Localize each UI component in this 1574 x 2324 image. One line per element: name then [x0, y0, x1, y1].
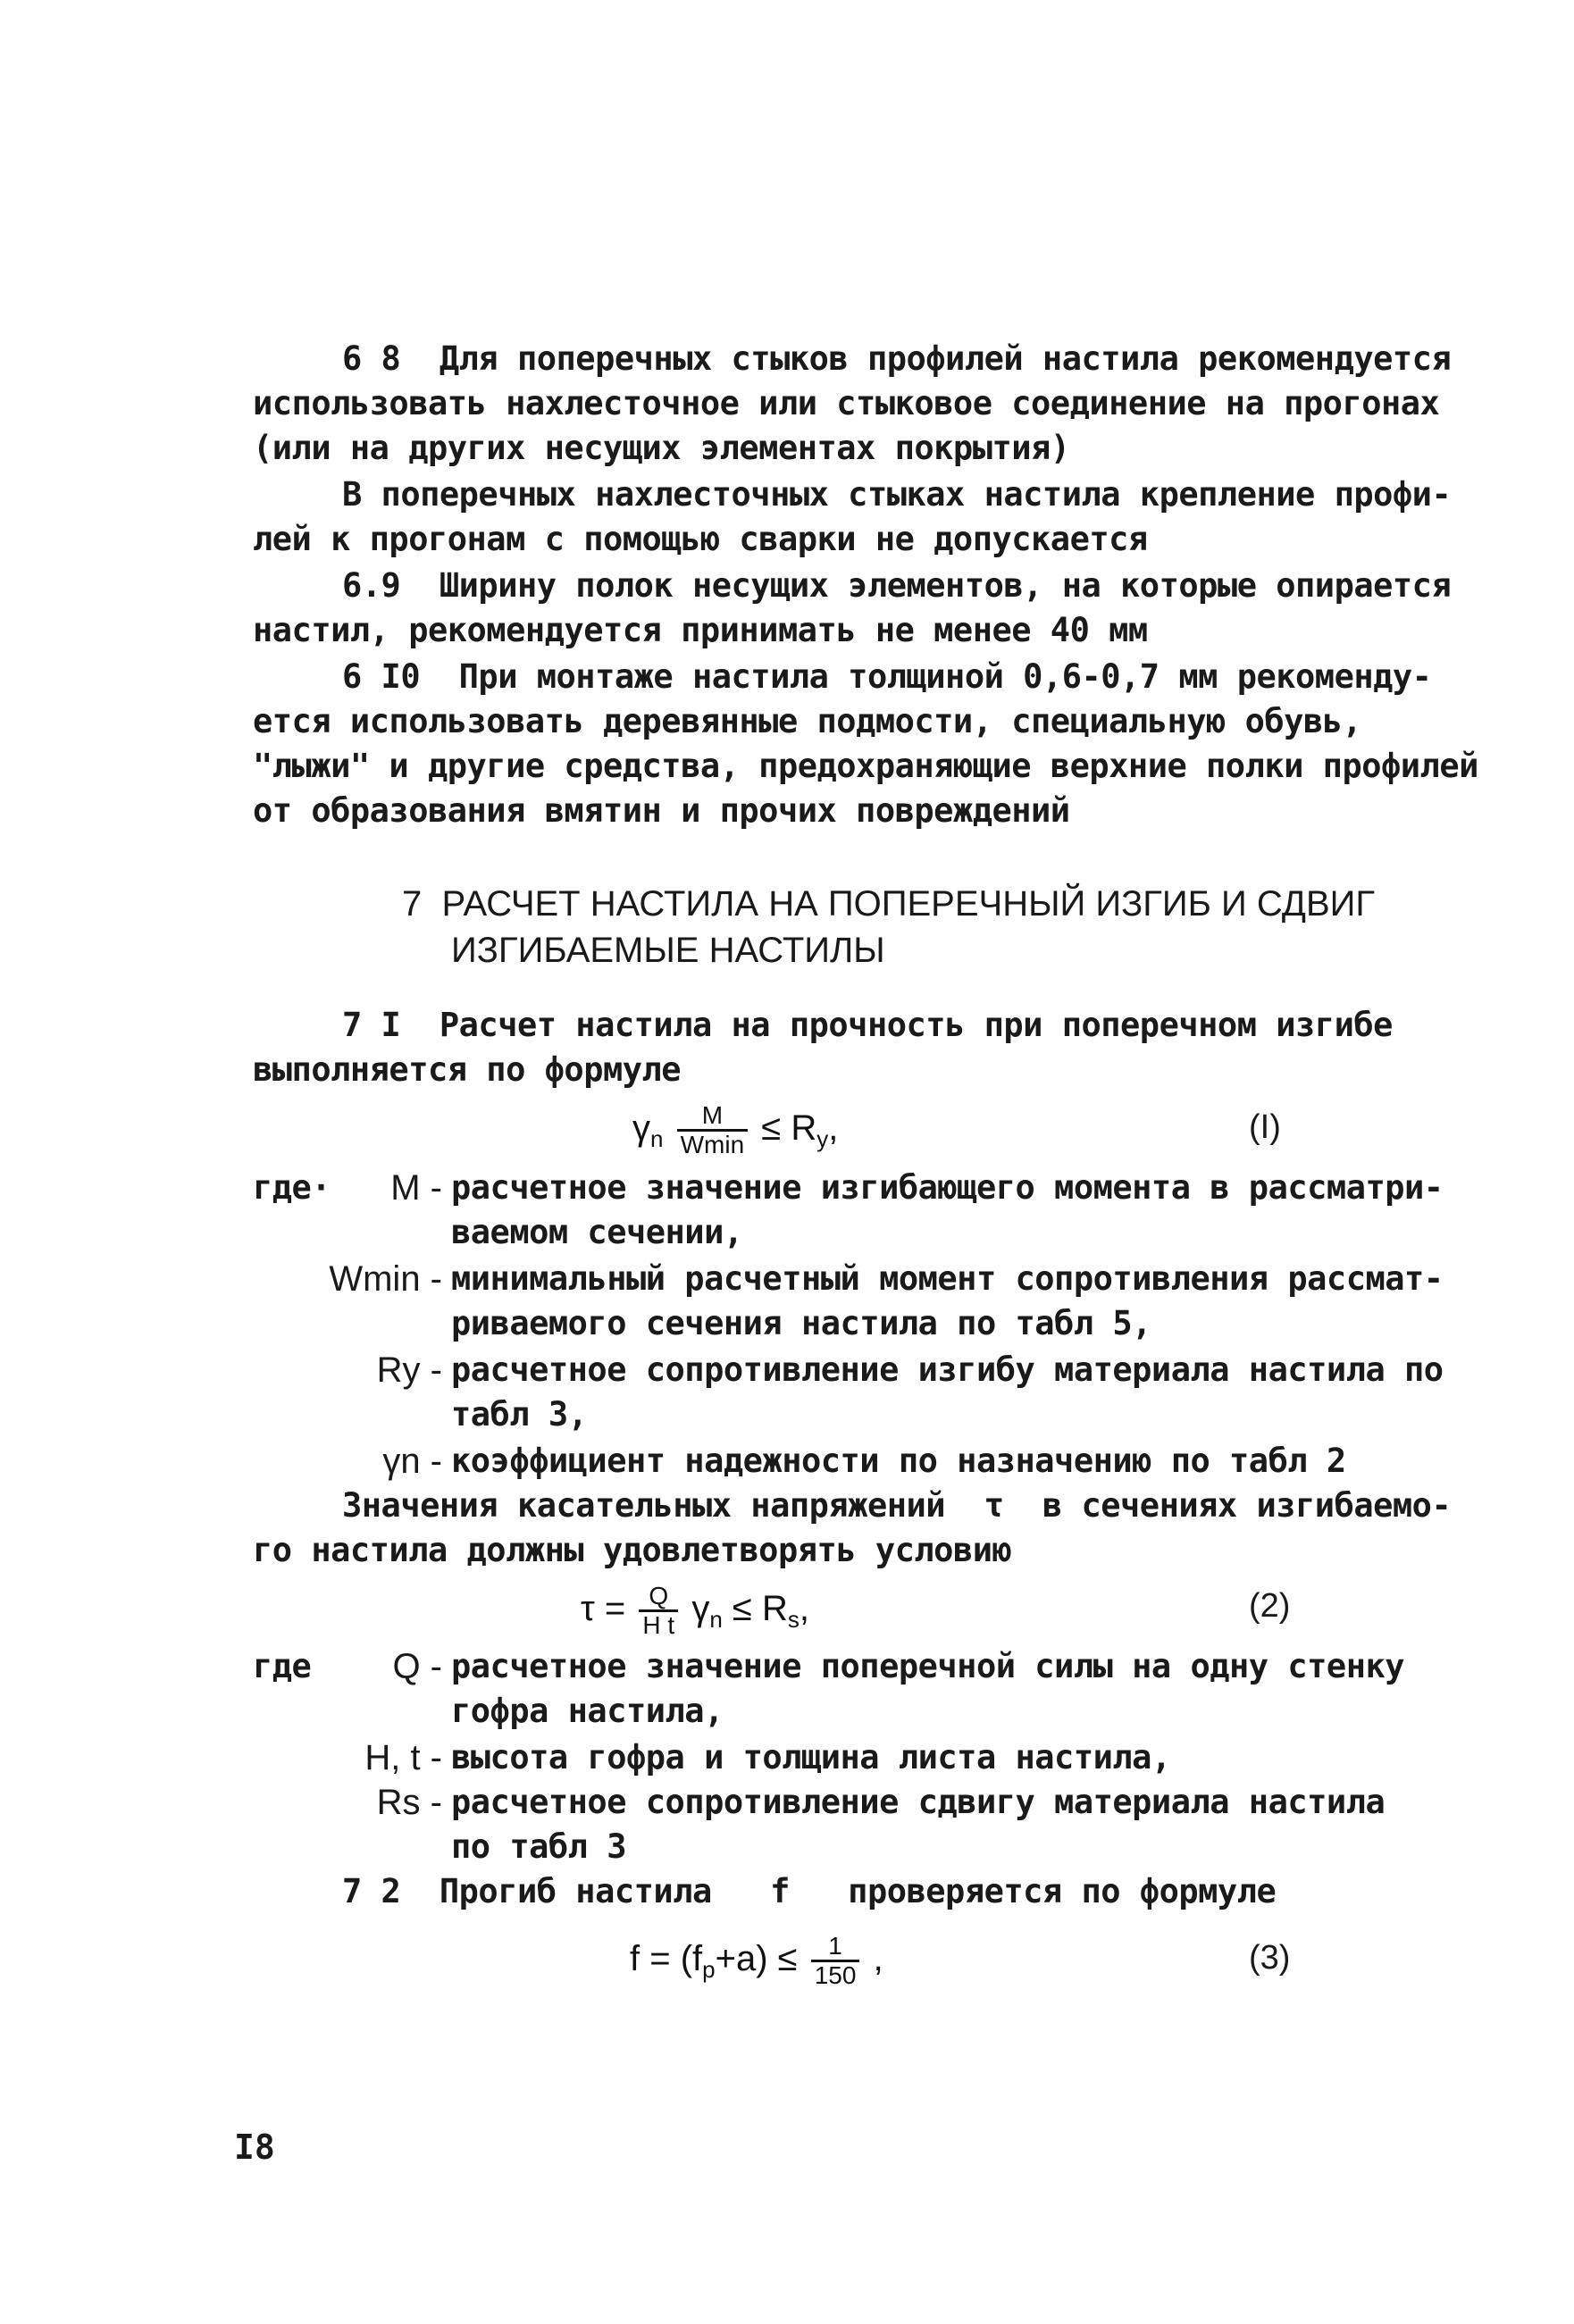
- symbol-label: Rs -: [376, 1783, 442, 1822]
- equation-number: (2): [1249, 1587, 1291, 1625]
- text-line: 6 I0 При монтаже настила толщиной 0,6-0,7 мм рекоменду-: [342, 657, 1432, 696]
- page-number: I8: [234, 2128, 275, 2167]
- definition-text: по табл 3: [451, 1827, 626, 1866]
- symbol-label: M -: [390, 1168, 442, 1208]
- text-line: 7 2 Прогиб настила f проверяется по формуле: [342, 1872, 1277, 1910]
- text-line: "лыжи" и другие средства, предохраняющие верхние полки профилей: [253, 747, 1478, 785]
- section-heading: 7 РАСЧЕТ НАСТИЛА НА ПОПЕРЕЧНЫЙ ИЗГИБ И СДВИГ: [402, 884, 1376, 924]
- text-line: 6.9 Ширину полок несущих элементов, на которые опирается: [342, 566, 1452, 605]
- formula-3: $f = (f_p+a)$ ≤ $\frac{1}{150}$ ,: [630, 1932, 883, 1989]
- where-label: где·: [253, 1168, 331, 1207]
- symbol-label: γn -: [382, 1442, 442, 1481]
- text-line: выполняется по формуле: [253, 1050, 682, 1089]
- text-line: В поперечных нахлесточных стыках настила крепление профи-: [342, 475, 1452, 514]
- text-line: 6 8 Для поперечных стыков профилей настила рекомендуется: [342, 339, 1452, 378]
- formula-2: τ = $\frac{Q}{\text{H t}}$ $\gamma_n \le R_s$,: [581, 1582, 809, 1639]
- definition-text: коэффициент надежности по назначению по табл 2: [451, 1442, 1346, 1480]
- symbol-label: Q -: [392, 1647, 442, 1686]
- text-line: го настила должны удовлетворять условию: [253, 1531, 1012, 1569]
- definition-text: расчетное сопротивление сдвигу материала настила: [451, 1783, 1386, 1821]
- definition-text: гофра настила,: [451, 1692, 724, 1730]
- text-line: Значения касательных напряжений τ в сечениях изгибаемо-: [342, 1486, 1452, 1525]
- symbol-label: Ry -: [376, 1350, 442, 1390]
- definition-text: расчетное сопротивление изгибу материала настила по: [451, 1350, 1444, 1389]
- text-line: настил, рекомендуется принимать не менее 40 мм: [253, 611, 1148, 649]
- text-line: ется использовать деревянные подмости, специальную обувь,: [253, 702, 1362, 740]
- definition-text: табл 3,: [451, 1395, 588, 1434]
- text-line: от образования вмятин и прочих повреждений: [253, 791, 1070, 830]
- text-line: 7 I Расчет настила на прочность при поперечном изгибе: [342, 1006, 1393, 1044]
- where-label: где: [253, 1647, 312, 1685]
- symbol-label: Wmin -: [329, 1259, 442, 1299]
- equation-number: (3): [1249, 1939, 1291, 1977]
- section-heading: ИЗГИБАЕМЫЕ НАСТИЛЫ: [451, 931, 885, 970]
- text-line: использовать нахлесточное или стыковое соединение на прогонах: [253, 384, 1440, 422]
- definition-text: высота гофра и толщина листа настила,: [451, 1738, 1171, 1776]
- equation-number: (I): [1249, 1108, 1281, 1146]
- symbol-label: H, t -: [364, 1738, 442, 1777]
- text-line: (или на других несущих элементах покрытия): [253, 429, 1070, 467]
- definition-text: минимальный расчетный момент сопротивления рассмат-: [451, 1259, 1444, 1298]
- definition-text: расчетное значение поперечной силы на одну стенку: [451, 1647, 1405, 1685]
- definition-text: риваемого сечения настила по табл 5,: [451, 1304, 1151, 1342]
- text-line: лей к прогонам с помощью сварки не допускается: [253, 520, 1148, 558]
- definition-text: расчетное значение изгибающего момента в рассматри-: [451, 1168, 1444, 1207]
- definition-text: ваемом сечении,: [451, 1213, 743, 1251]
- formula-1: $\gamma_n$ $\frac{M}{Wmin}$ ≤ $R_y$,: [632, 1101, 839, 1158]
